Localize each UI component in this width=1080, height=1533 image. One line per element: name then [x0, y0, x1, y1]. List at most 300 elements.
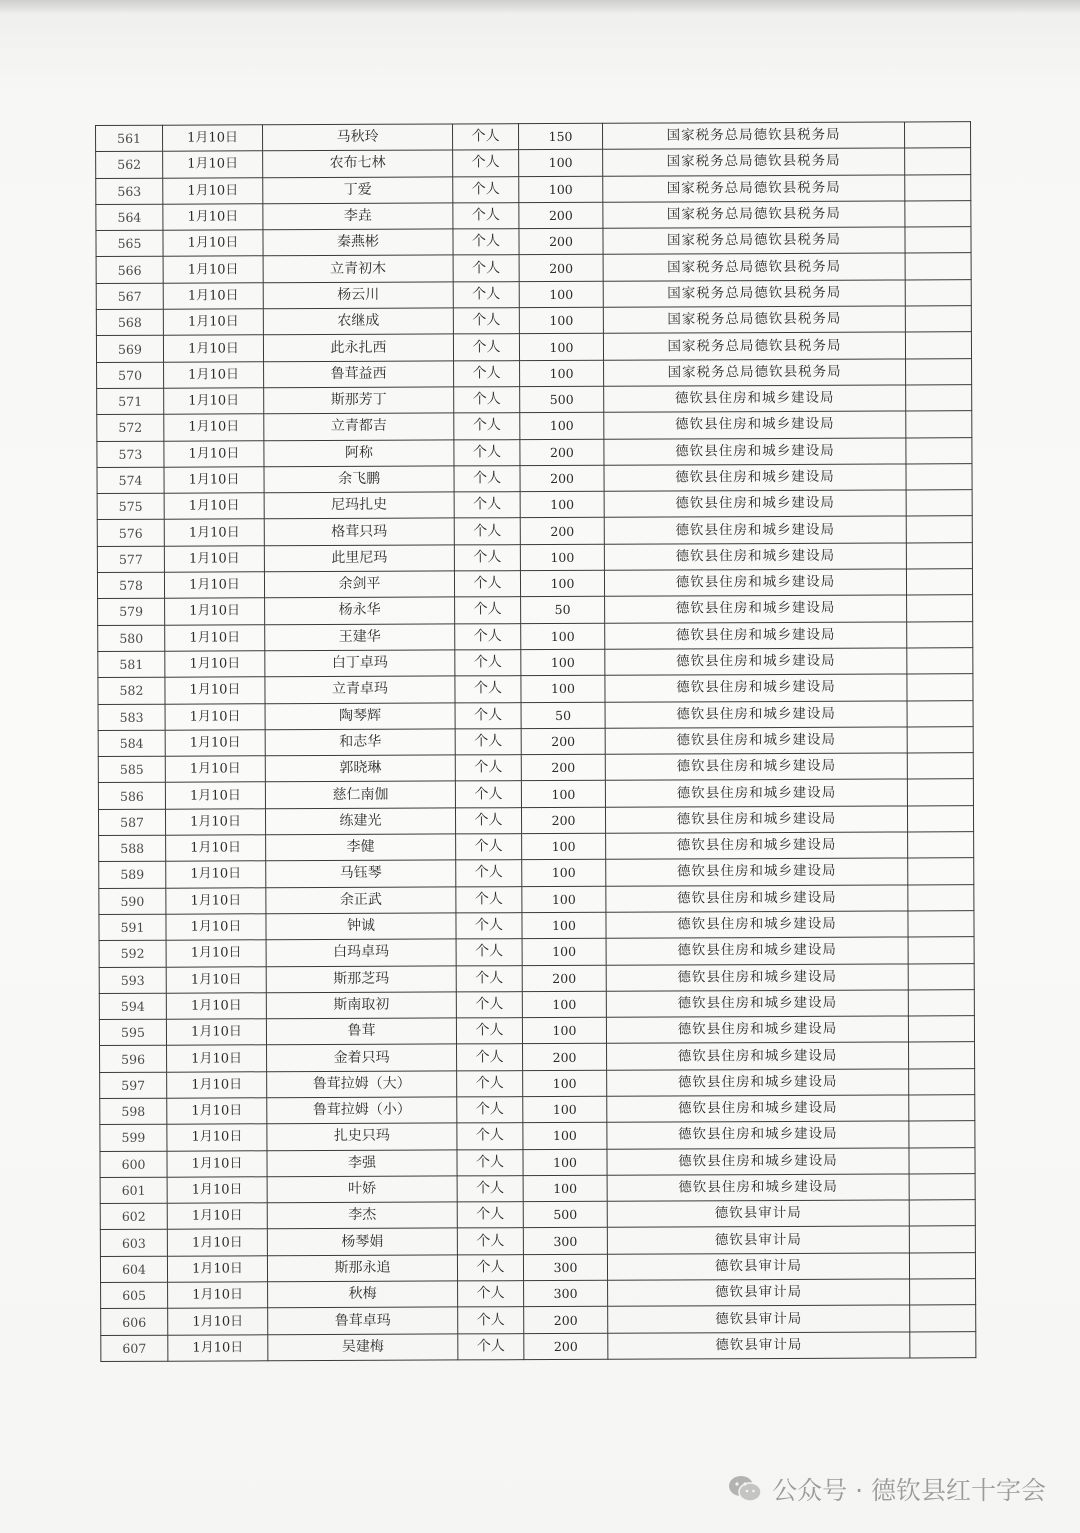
donor-type: 个人	[456, 965, 522, 992]
table-row	[98, 674, 973, 704]
donor-name: 李杰	[267, 1202, 457, 1229]
donor-name: 郭晓琳	[265, 755, 455, 782]
donation-date: 1月10日	[167, 1229, 267, 1256]
row-number: 599	[100, 1124, 167, 1151]
remarks-cell	[906, 569, 972, 596]
remarks-cell	[905, 148, 971, 175]
remarks-cell	[905, 201, 971, 228]
remarks-cell	[909, 1226, 975, 1253]
row-number: 606	[101, 1309, 168, 1336]
remarks-cell	[909, 1068, 975, 1095]
remarks-cell	[905, 332, 971, 359]
row-number: 592	[99, 940, 166, 967]
table-row	[100, 1042, 975, 1072]
donation-amount: 200	[524, 1307, 608, 1334]
table-row	[99, 911, 974, 941]
donation-amount: 200	[521, 807, 605, 834]
donation-date: 1月10日	[167, 1071, 267, 1098]
work-unit: 德钦县住房和城乡建设局	[605, 806, 907, 834]
table-row	[96, 253, 971, 283]
row-number: 605	[101, 1282, 168, 1309]
donation-date: 1月10日	[165, 624, 265, 651]
donation-date: 1月10日	[166, 940, 266, 967]
row-number: 588	[99, 835, 166, 862]
donation-amount: 300	[523, 1254, 607, 1281]
donation-date: 1月10日	[167, 1124, 267, 1151]
donor-type: 个人	[457, 1044, 523, 1071]
donation-amount: 100	[522, 938, 606, 965]
table-row	[99, 1016, 974, 1046]
row-number: 598	[100, 1098, 167, 1125]
donor-type: 个人	[457, 1202, 523, 1229]
donation-amount: 200	[519, 255, 603, 282]
donation-amount: 100	[520, 360, 604, 387]
wechat-icon	[728, 1475, 762, 1503]
work-unit: 国家税务总局德钦县税务局	[604, 359, 906, 387]
work-unit: 德钦县住房和城乡建设局	[606, 885, 908, 913]
row-number: 578	[97, 572, 164, 599]
table-row	[99, 832, 974, 862]
remarks-cell	[905, 306, 971, 333]
work-unit: 国家税务总局德钦县税务局	[602, 122, 904, 150]
table-row	[98, 727, 973, 757]
donor-name: 尼玛扎史	[264, 492, 454, 519]
remarks-cell	[906, 490, 972, 517]
remarks-cell	[905, 253, 971, 280]
remarks-cell	[905, 279, 971, 306]
row-number: 607	[101, 1335, 168, 1362]
table-row	[97, 437, 972, 467]
remarks-cell	[906, 516, 972, 543]
donor-type: 个人	[456, 834, 522, 861]
donor-name: 阿称	[264, 439, 454, 466]
donation-date: 1月10日	[167, 1203, 267, 1230]
row-number: 580	[98, 625, 165, 652]
row-number: 597	[100, 1072, 167, 1099]
row-number: 586	[98, 783, 165, 810]
donor-type: 个人	[457, 1097, 523, 1124]
row-number: 594	[99, 993, 166, 1020]
remarks-cell	[910, 1279, 976, 1306]
work-unit: 德钦县住房和城乡建设局	[604, 385, 906, 413]
remarks-cell	[906, 385, 972, 412]
table-row	[101, 1331, 976, 1361]
work-unit: 德钦县住房和城乡建设局	[606, 1016, 908, 1044]
donation-amount: 150	[518, 123, 602, 150]
donation-date: 1月10日	[163, 309, 263, 336]
donor-type: 个人	[458, 1281, 524, 1308]
work-unit: 国家税务总局德钦县税务局	[603, 332, 905, 360]
donor-type: 个人	[453, 150, 519, 177]
donor-name: 叶娇	[267, 1176, 457, 1203]
donor-name: 格茸只玛	[264, 518, 454, 545]
table-row	[98, 595, 973, 625]
donation-amount: 100	[519, 281, 603, 308]
remarks-cell	[906, 464, 972, 491]
work-unit: 国家税务总局德钦县税务局	[603, 306, 905, 334]
donation-amount: 100	[521, 649, 605, 676]
donation-date: 1月10日	[166, 1019, 266, 1046]
row-number: 568	[96, 309, 163, 336]
donation-date: 1月10日	[166, 993, 266, 1020]
donor-type: 个人	[453, 229, 519, 256]
donation-date: 1月10日	[167, 1177, 267, 1204]
row-number: 575	[97, 493, 164, 520]
donation-amount: 200	[519, 228, 603, 255]
table-row	[99, 858, 974, 888]
donor-type: 个人	[456, 860, 522, 887]
row-number: 563	[96, 178, 163, 205]
donation-date: 1月10日	[164, 388, 264, 415]
remarks-cell	[909, 1095, 975, 1122]
remarks-cell	[905, 227, 971, 254]
donation-amount: 200	[520, 518, 604, 545]
donor-type: 个人	[455, 597, 521, 624]
donation-date: 1月10日	[163, 125, 263, 152]
row-number: 585	[98, 756, 165, 783]
work-unit: 德钦县住房和城乡建设局	[607, 1121, 909, 1149]
donor-type: 个人	[457, 1254, 523, 1281]
remarks-cell	[908, 963, 974, 990]
remarks-cell	[908, 858, 974, 885]
work-unit: 德钦县住房和城乡建设局	[605, 595, 907, 623]
donor-name: 李健	[266, 834, 456, 861]
donation-date: 1月10日	[167, 1098, 267, 1125]
remarks-cell	[906, 437, 972, 464]
row-number: 600	[100, 1151, 167, 1178]
work-unit: 德钦县住房和城乡建设局	[604, 464, 906, 492]
donor-name: 斯那永追	[267, 1255, 457, 1282]
remarks-cell	[908, 989, 974, 1016]
donor-name: 此永扎西	[263, 334, 453, 361]
work-unit: 德钦县住房和城乡建设局	[604, 569, 906, 597]
row-number: 584	[98, 730, 165, 757]
remarks-cell	[909, 1147, 975, 1174]
row-number: 603	[100, 1230, 167, 1257]
row-number: 587	[98, 809, 165, 836]
work-unit: 德钦县审计局	[607, 1200, 909, 1228]
donor-type: 个人	[454, 571, 520, 598]
remarks-cell	[907, 621, 973, 648]
donor-name: 鲁茸益西	[264, 361, 454, 388]
donor-type: 个人	[455, 728, 521, 755]
donation-amount: 100	[523, 1175, 607, 1202]
table-row	[100, 1200, 975, 1230]
remarks-cell	[906, 358, 972, 385]
donation-amount: 200	[522, 965, 606, 992]
row-number: 604	[100, 1256, 167, 1283]
donor-name: 练建光	[265, 808, 455, 835]
donor-name: 斯南取初	[266, 992, 456, 1019]
work-unit: 德钦县审计局	[608, 1279, 910, 1307]
table-row	[97, 569, 972, 599]
remarks-cell	[907, 753, 973, 780]
donation-amount: 100	[522, 833, 606, 860]
donor-name: 农继成	[263, 308, 453, 335]
donor-name: 鲁茸拉姆（大）	[267, 1071, 457, 1098]
table-row	[97, 464, 972, 494]
watermark-text: 公众号 · 德钦县红十字会	[772, 1476, 1046, 1505]
donation-amount: 200	[521, 728, 605, 755]
table-row	[98, 753, 973, 783]
donation-date: 1月10日	[166, 835, 266, 862]
work-unit: 德钦县住房和城乡建设局	[607, 1042, 909, 1070]
work-unit: 德钦县住房和城乡建设局	[606, 911, 908, 939]
donor-name: 王建华	[265, 624, 455, 651]
donation-date: 1月10日	[163, 256, 263, 283]
remarks-cell	[910, 1331, 976, 1358]
donor-name: 丁爱	[263, 177, 453, 204]
table-row	[101, 1279, 976, 1309]
donation-date: 1月10日	[164, 493, 264, 520]
donation-amount: 200	[520, 439, 604, 466]
donation-date: 1月10日	[165, 808, 265, 835]
table-row	[98, 621, 973, 651]
donor-name: 李垚	[263, 203, 453, 230]
table-row	[100, 1095, 975, 1125]
donor-type: 个人	[453, 334, 519, 361]
donation-date: 1月10日	[165, 756, 265, 783]
table-row	[98, 648, 973, 678]
donor-name: 余正武	[266, 887, 456, 914]
donor-type: 个人	[457, 1149, 523, 1176]
work-unit: 德钦县审计局	[608, 1305, 910, 1333]
donor-name: 余剑平	[264, 571, 454, 598]
table-row	[100, 1226, 975, 1256]
donation-date: 1月10日	[164, 467, 264, 494]
work-unit: 德钦县住房和城乡建设局	[605, 700, 907, 728]
table-row	[100, 1121, 975, 1151]
donation-amount: 300	[524, 1280, 608, 1307]
work-unit: 国家税务总局德钦县税务局	[603, 175, 905, 203]
donor-type: 个人	[456, 913, 522, 940]
donor-type: 个人	[453, 308, 519, 335]
donor-type: 个人	[453, 176, 519, 203]
donor-type: 个人	[455, 623, 521, 650]
donor-type: 个人	[454, 360, 520, 387]
donor-type: 个人	[453, 203, 519, 230]
table-row	[100, 1068, 975, 1098]
donor-type: 个人	[455, 702, 521, 729]
donor-type: 个人	[456, 1018, 522, 1045]
work-unit: 德钦县住房和城乡建设局	[605, 648, 907, 676]
donation-date: 1月10日	[165, 703, 265, 730]
row-number: 577	[97, 546, 164, 573]
donation-amount: 100	[519, 307, 603, 334]
row-number: 593	[99, 967, 166, 994]
donation-date: 1月10日	[165, 651, 265, 678]
table-row	[96, 332, 971, 362]
donation-amount: 200	[519, 202, 603, 229]
donor-type: 个人	[458, 1307, 524, 1334]
donor-name: 李强	[267, 1150, 457, 1177]
donor-type: 个人	[454, 413, 520, 440]
donor-name: 金着只玛	[267, 1044, 457, 1071]
work-unit: 德钦县住房和城乡建设局	[604, 411, 906, 439]
row-number: 582	[98, 677, 165, 704]
donor-name: 慈仁南伽	[265, 781, 455, 808]
work-unit: 国家税务总局德钦县税务局	[603, 280, 905, 308]
donation-date: 1月10日	[164, 519, 264, 546]
donor-type: 个人	[456, 886, 522, 913]
work-unit: 德钦县住房和城乡建设局	[607, 1069, 909, 1097]
donation-amount: 100	[522, 912, 606, 939]
donation-amount: 100	[521, 781, 605, 808]
remarks-cell	[908, 832, 974, 859]
donation-amount: 500	[523, 1201, 607, 1228]
donor-name: 陶琴辉	[265, 702, 455, 729]
remarks-cell	[909, 1252, 975, 1279]
work-unit: 国家税务总局德钦县税务局	[603, 201, 905, 229]
donor-name: 农布七林	[263, 150, 453, 177]
work-unit: 德钦县住房和城乡建设局	[604, 490, 906, 518]
donation-date: 1月10日	[166, 914, 266, 941]
donation-amount: 200	[520, 465, 604, 492]
remarks-cell	[907, 700, 973, 727]
donation-amount: 100	[523, 1070, 607, 1097]
remarks-cell	[904, 122, 970, 149]
work-unit: 德钦县住房和城乡建设局	[605, 622, 907, 650]
donation-amount: 100	[520, 413, 604, 440]
donation-amount: 500	[520, 386, 604, 413]
table-row	[96, 227, 971, 257]
donation-amount: 50	[521, 597, 605, 624]
table-row	[101, 1305, 976, 1335]
work-unit: 国家税务总局德钦县税务局	[603, 253, 905, 281]
donation-amount: 100	[521, 676, 605, 703]
work-unit: 德钦县住房和城乡建设局	[606, 832, 908, 860]
donation-date: 1月10日	[163, 283, 263, 310]
work-unit: 国家税务总局德钦县税务局	[603, 227, 905, 255]
table-row	[100, 1252, 975, 1282]
donation-date: 1月10日	[164, 414, 264, 441]
remarks-cell	[906, 411, 972, 438]
work-unit: 德钦县住房和城乡建设局	[607, 1095, 909, 1123]
work-unit: 德钦县住房和城乡建设局	[604, 543, 906, 571]
row-number: 602	[100, 1203, 167, 1230]
donor-name: 杨云川	[263, 282, 453, 309]
donor-name: 此里尼玛	[264, 545, 454, 572]
donor-type: 个人	[454, 544, 520, 571]
donation-amount: 100	[520, 570, 604, 597]
donor-name: 秦燕彬	[263, 229, 453, 256]
table-row	[99, 884, 974, 914]
donor-type: 个人	[452, 124, 518, 151]
donor-name: 鲁茸卓玛	[268, 1307, 458, 1334]
donation-date: 1月10日	[163, 204, 263, 231]
donation-amount: 200	[523, 1044, 607, 1071]
work-unit: 德钦县住房和城乡建设局	[604, 438, 906, 466]
work-unit: 德钦县审计局	[607, 1226, 909, 1254]
work-unit: 国家税务总局德钦县税务局	[603, 148, 905, 176]
donor-name: 马钰琴	[266, 860, 456, 887]
donation-date: 1月10日	[164, 361, 264, 388]
remarks-cell	[910, 1305, 976, 1332]
donor-name: 马秋玲	[263, 124, 453, 151]
donation-date: 1月10日	[166, 966, 266, 993]
remarks-cell	[907, 674, 973, 701]
donor-type: 个人	[455, 650, 521, 677]
table-row	[97, 490, 972, 520]
remarks-cell	[907, 779, 973, 806]
row-number: 591	[99, 914, 166, 941]
row-number: 579	[98, 599, 165, 626]
work-unit: 德钦县住房和城乡建设局	[606, 858, 908, 886]
donor-name: 扎史只玛	[267, 1123, 457, 1150]
donation-amount: 100	[522, 860, 606, 887]
remarks-cell	[909, 1042, 975, 1069]
scan-shadow	[0, 0, 1080, 14]
row-number: 583	[98, 704, 165, 731]
donation-date: 1月10日	[167, 1150, 267, 1177]
row-number: 572	[97, 414, 164, 441]
table-row	[96, 279, 971, 309]
donor-type: 个人	[453, 281, 519, 308]
donation-amount: 100	[522, 886, 606, 913]
donor-type: 个人	[457, 1176, 523, 1203]
row-number: 569	[96, 336, 163, 363]
row-number: 561	[96, 125, 163, 152]
donor-name: 秋梅	[268, 1281, 458, 1308]
donor-name: 斯那芝玛	[266, 965, 456, 992]
donor-name: 余飞鹏	[264, 466, 454, 493]
table-row	[97, 385, 972, 415]
donation-date: 1月10日	[168, 1308, 268, 1335]
donation-amount: 200	[521, 754, 605, 781]
donor-name: 和志华	[265, 729, 455, 756]
donation-amount: 100	[519, 150, 603, 177]
remarks-cell	[909, 1121, 975, 1148]
donation-amount: 100	[521, 623, 605, 650]
work-unit: 德钦县住房和城乡建设局	[607, 1174, 909, 1202]
donation-amount: 50	[521, 702, 605, 729]
work-unit: 德钦县住房和城乡建设局	[605, 753, 907, 781]
table-row	[99, 989, 974, 1019]
remarks-cell	[907, 595, 973, 622]
donor-type: 个人	[455, 755, 521, 782]
donor-type: 个人	[455, 676, 521, 703]
donor-type: 个人	[456, 939, 522, 966]
table-row	[96, 201, 971, 231]
row-number: 571	[97, 388, 164, 415]
donor-type: 个人	[455, 807, 521, 834]
donor-type: 个人	[457, 1228, 523, 1255]
donor-name: 立青都吉	[264, 413, 454, 440]
table-row	[97, 516, 972, 546]
work-unit: 德钦县住房和城乡建设局	[606, 963, 908, 991]
remarks-cell	[905, 174, 971, 201]
table-row	[98, 805, 973, 835]
donor-type: 个人	[454, 387, 520, 414]
donor-name: 立青初木	[263, 255, 453, 282]
donation-date: 1月10日	[165, 730, 265, 757]
donor-name: 钟诚	[266, 913, 456, 940]
donor-name: 杨永华	[265, 597, 455, 624]
table-row	[96, 174, 971, 204]
work-unit: 德钦县审计局	[607, 1253, 909, 1281]
remarks-cell	[907, 648, 973, 675]
donation-date: 1月10日	[167, 1045, 267, 1072]
donation-amount: 100	[520, 544, 604, 571]
table-row	[99, 937, 974, 967]
row-number: 601	[100, 1177, 167, 1204]
remarks-cell	[908, 911, 974, 938]
donation-date: 1月10日	[165, 677, 265, 704]
row-number: 562	[96, 152, 163, 179]
donation-date: 1月10日	[164, 440, 264, 467]
row-number: 564	[96, 204, 163, 231]
donation-date: 1月10日	[163, 230, 263, 257]
